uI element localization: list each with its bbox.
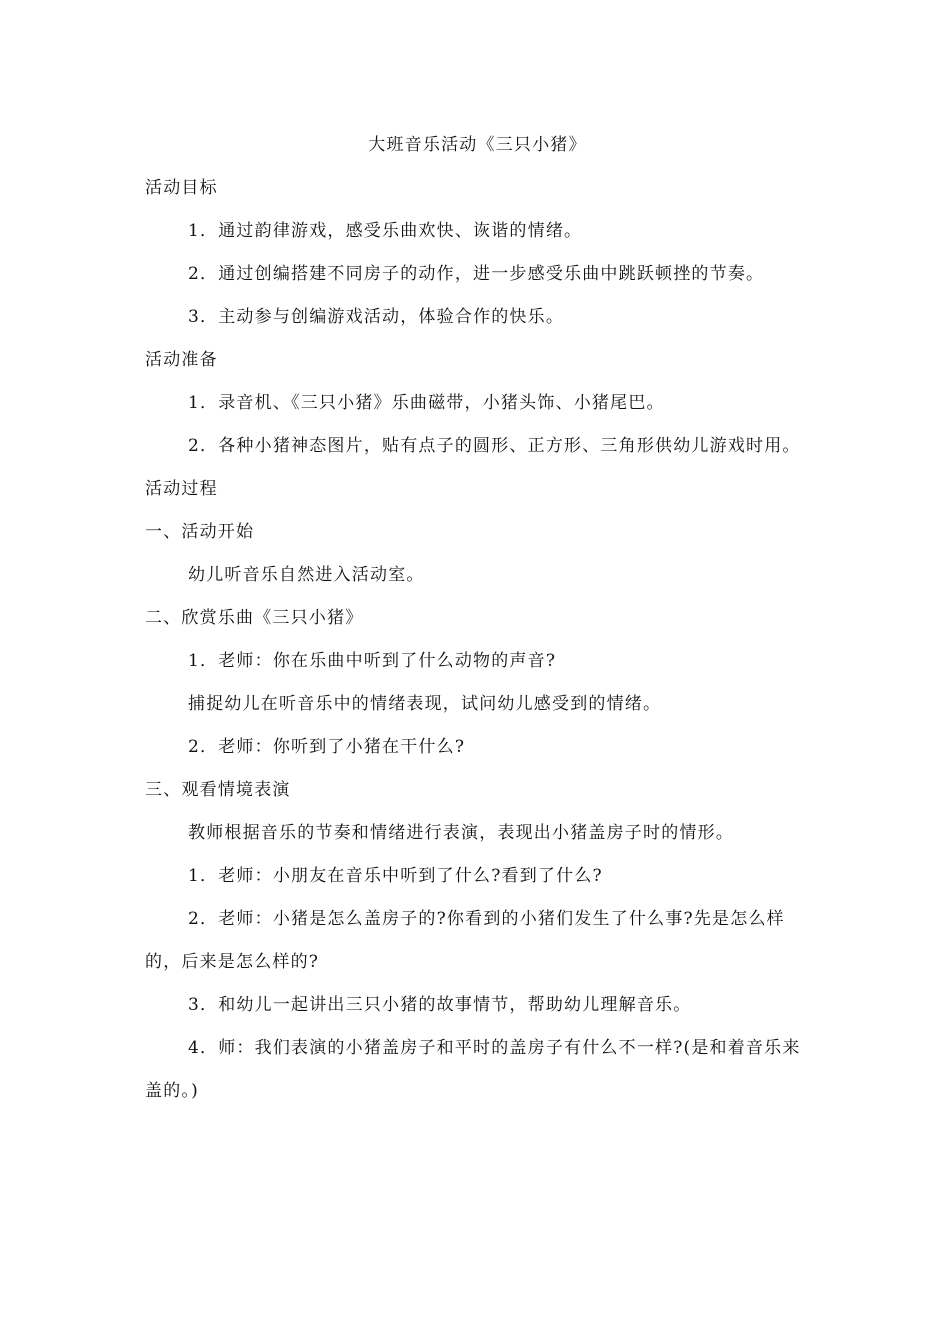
- preparation-paragraph: 2．各种小猪神态图片，贴有点子的圆形、正方形、三角形供幼儿游戏时用。: [188, 436, 801, 456]
- goal-paragraph: 2．通过创编搭建不同房子的动作，进一步感受乐曲中跳跃顿挫的节奏。: [188, 264, 765, 284]
- section-heading-process: 活动过程: [145, 479, 218, 499]
- process-paragraph: 2．老师：你听到了小猪在干什么?: [188, 737, 466, 757]
- process-paragraph: 4．师：我们表演的小猪盖房子和平时的盖房子有什么不一样?(是和着音乐来盖的。): [145, 1038, 801, 1101]
- process-paragraph: 2．老师：小猪是怎么盖房子的?你看到的小猪们发生了什么事?先是怎么样的，后来是怎么样的?: [145, 909, 785, 972]
- subsection-heading-appreciate: 二、欣赏乐曲《三只小猪》: [145, 608, 364, 628]
- process-paragraph: 3．和幼儿一起讲出三只小猪的故事情节，帮助幼儿理解音乐。: [188, 995, 692, 1015]
- preparation-paragraph: 1．录音机、《三只小猪》乐曲磁带，小猪头饰、小猪尾巴。: [188, 393, 665, 413]
- section-heading-goals: 活动目标: [145, 178, 218, 198]
- goal-paragraph: 1．通过韵律游戏，感受乐曲欢快、诙谐的情绪。: [188, 221, 583, 241]
- process-paragraph: 1．老师：小朋友在音乐中听到了什么?看到了什么?: [188, 866, 603, 886]
- process-paragraph: 捕捉幼儿在听音乐中的情绪表现，试问幼儿感受到的情绪。: [188, 694, 662, 714]
- goal-paragraph: 3．主动参与创编游戏活动，体验合作的快乐。: [188, 307, 565, 327]
- document-title: 大班音乐活动《三只小猪》: [368, 135, 587, 155]
- document-body: [145, 124, 810, 1113]
- section-heading-preparation: 活动准备: [145, 350, 218, 370]
- process-paragraph: 幼儿听音乐自然进入活动室。: [188, 565, 425, 585]
- process-paragraph: 1．老师：你在乐曲中听到了什么动物的声音?: [188, 651, 557, 671]
- subsection-heading-performance: 三、观看情境表演: [145, 780, 291, 800]
- process-paragraph: 教师根据音乐的节奏和情绪进行表演，表现出小猪盖房子时的情形。: [188, 823, 734, 843]
- subsection-heading-start: 一、活动开始: [145, 522, 255, 542]
